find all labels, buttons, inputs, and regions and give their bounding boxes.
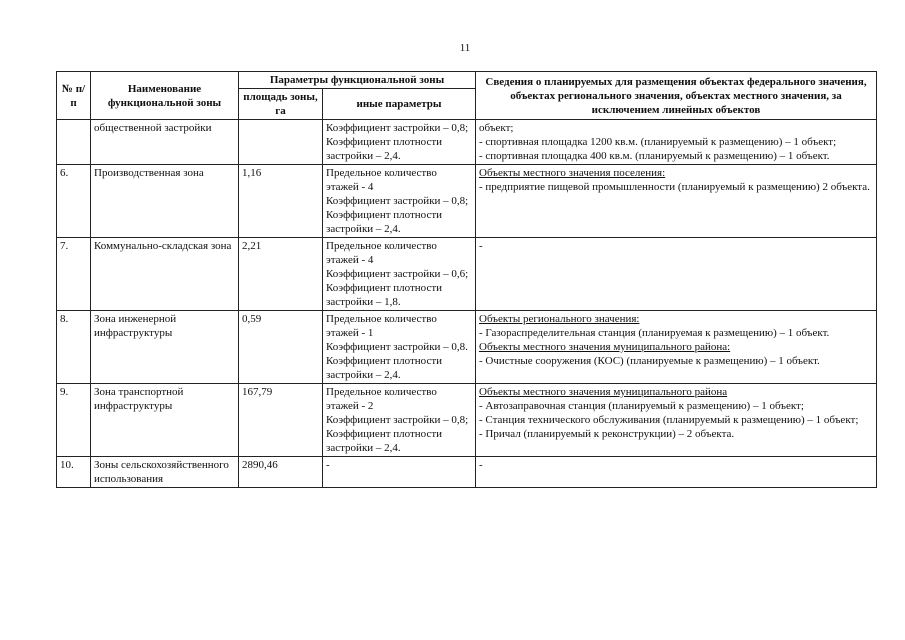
table-row [57,457,877,488]
zone-area: 1,16 [239,165,323,238]
row-number: 6. [57,165,91,238]
planned-objects [476,165,877,238]
object-line: - [479,240,483,252]
param-line: Предельное количество этажей - 2 [326,386,437,412]
zone-name: общественной застройки [91,120,239,165]
row-number: 7. [57,238,91,311]
zone-area: 167,79 [239,384,323,457]
zone-area: 2,21 [239,238,323,311]
object-line: - Очистные сооружения (КОС) (планируемые к размещению) – 1 объект. [479,355,820,367]
param-line: Коэффициент плотности застройки – 1,8. [326,282,443,308]
header-zone-name: Наименование функциональной зоны [91,72,239,120]
planned-objects [476,120,877,165]
planned-objects [476,384,877,457]
table-row [57,165,877,238]
param-line: Коэффициент плотности застройки – 2,4. [326,136,443,162]
object-line: объект; [479,122,514,134]
param-line: Коэффициент застройки – 0,8; [326,414,469,426]
zone-other-params [323,457,476,488]
zones-table [56,71,877,488]
table-row [57,311,877,384]
objects-heading: Объекты местного значения муниципального района: [479,341,731,353]
object-line: - Газораспределительная станция (планируемая к размещению) – 1 объект. [479,327,830,339]
object-line: - Причал (планируемый к реконструкции) – 2 объекта. [479,428,735,440]
zone-other-params [323,238,476,311]
param-line: Предельное количество этажей - 4 [326,167,437,193]
row-number: 10. [57,457,91,488]
zone-area: 0,59 [239,311,323,384]
object-line: - Станция технического обслуживания (планируемый к размещению) – 1 объект; [479,414,859,426]
page-number: 11 [459,42,471,54]
table-row [57,120,877,165]
param-line: - [326,459,330,471]
zone-name: Зоны сельскохозяйственного использования [91,457,239,488]
row-number [57,120,91,165]
object-line: - [479,459,483,471]
param-line: Коэффициент застройки – 0,6; [326,268,469,280]
table-row [57,384,877,457]
zone-other-params [323,311,476,384]
zone-other-params [323,120,476,165]
zone-name: Производственная зона [91,165,239,238]
param-line: Коэффициент застройки – 0,8. [326,341,468,353]
object-line: - спортивная площадка 1200 кв.м. (планируемый к размещению) – 1 объект; [479,136,837,148]
param-line: Коэффициент плотности застройки – 2,4. [326,355,443,381]
table-row [57,238,877,311]
zone-area [239,120,323,165]
header-zone-parameters: Параметры функциональной зоны [239,72,476,89]
zone-other-params [323,165,476,238]
header-planned-objects: Сведения о планируемых для размещения объектах федерального значения, объектах регионального значения, объектах местного значения, за исключением линейных объектов [476,72,877,120]
row-number: 9. [57,384,91,457]
object-line: - Автозаправочная станция (планируемый к размещению) – 1 объект; [479,400,804,412]
table-body [57,120,877,488]
param-line: Предельное количество этажей - 4 [326,240,437,266]
table-header-row-1 [57,72,877,89]
zone-name: Коммунально-складская зона [91,238,239,311]
planned-objects [476,238,877,311]
zone-name: Зона транспортной инфраструктуры [91,384,239,457]
header-other-params: иные параметры [323,89,476,120]
param-line: Коэффициент застройки – 0,8; [326,195,469,207]
object-line: - предприятие пищевой промышленности (планируемый к размещению) 2 объекта. [479,181,870,193]
header-area: площадь зоны, га [239,89,323,120]
param-line: Коэффициент плотности застройки – 2,4. [326,209,443,235]
planned-objects [476,457,877,488]
zone-area: 2890,46 [239,457,323,488]
param-line: Коэффициент застройки – 0,8; [326,122,469,134]
param-line: Предельное количество этажей - 1 [326,313,437,339]
objects-heading: Объекты регионального значения: [479,313,640,325]
object-line: - спортивная площадка 400 кв.м. (планируемый к размещению) – 1 объект. [479,150,830,162]
zone-other-params [323,384,476,457]
row-number: 8. [57,311,91,384]
zone-name: Зона инженерной инфраструктуры [91,311,239,384]
objects-heading: Объекты местного значения поселения: [479,167,666,179]
header-number: № п/п [57,72,91,120]
planned-objects [476,311,877,384]
param-line: Коэффициент плотности застройки – 2,4. [326,428,443,454]
objects-heading: Объекты местного значения муниципального района [479,386,728,398]
